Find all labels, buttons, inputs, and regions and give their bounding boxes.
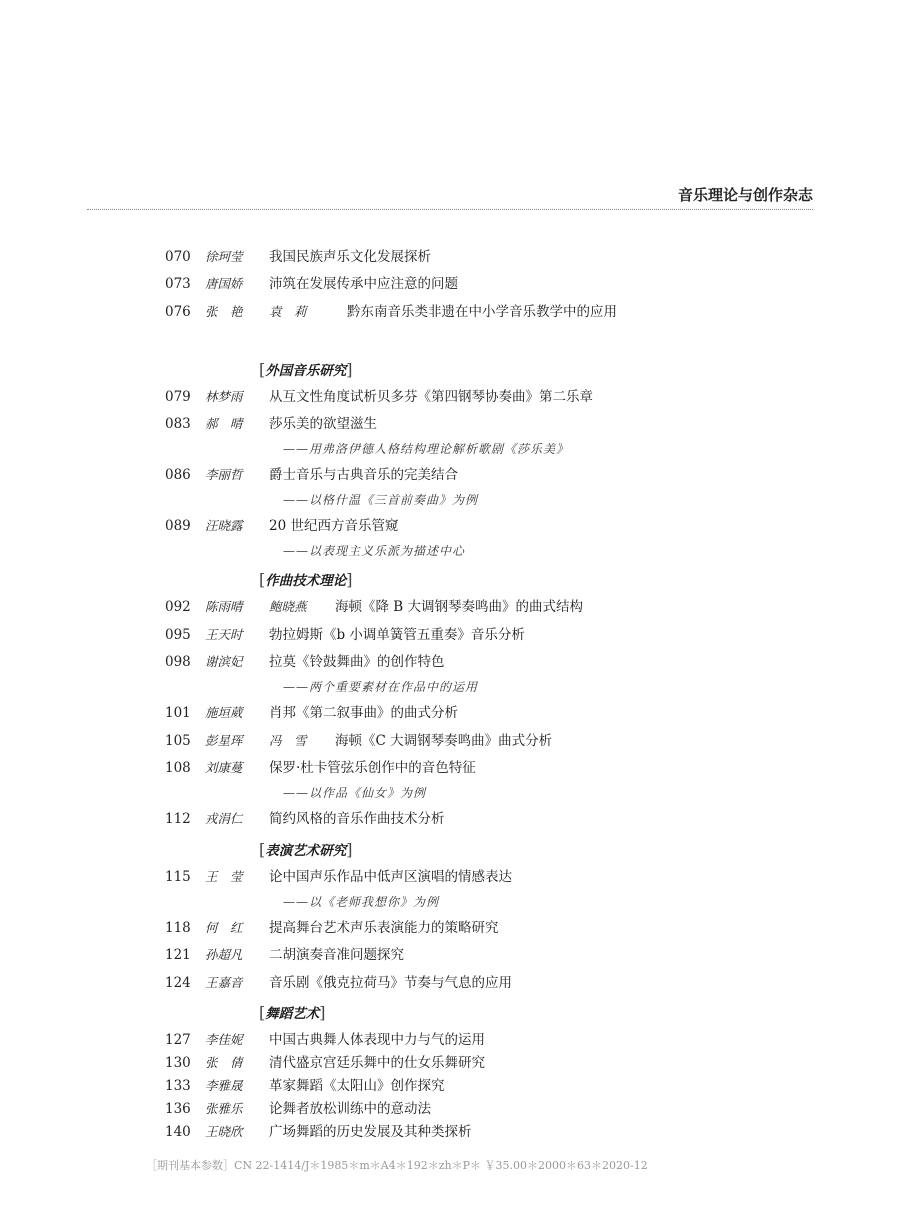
article-title: 简约风格的音乐作曲技术分析 — [269, 811, 445, 827]
toc-entry — [165, 1124, 472, 1140]
author: 李雅晟 — [205, 1078, 243, 1093]
page-number: 112 — [165, 811, 191, 827]
author: 张雅乐 — [205, 1101, 243, 1116]
article-title: 我国民族声乐文化发展探析 — [269, 249, 431, 265]
page-number: 133 — [165, 1078, 191, 1094]
author: 王晓欣 — [205, 1124, 243, 1139]
page-number: 101 — [165, 705, 191, 721]
toc-entry — [165, 249, 431, 265]
toc-entry — [165, 1078, 445, 1094]
page-number: 092 — [165, 599, 191, 615]
toc-entry — [165, 416, 377, 432]
article-title: 清代盛京宫廷乐舞中的仕女乐舞研究 — [269, 1055, 485, 1071]
author: 徐珂莹 — [205, 249, 243, 264]
article-subtitle: ——两个重要素材在作品中的运用 — [283, 680, 479, 694]
article-title: 革家舞蹈《太阳山》创作探究 — [269, 1078, 445, 1094]
article-title: 拉莫《铃鼓舞曲》的创作特色 — [269, 654, 445, 670]
page-number: 124 — [165, 975, 191, 991]
section-name: 舞蹈艺术 — [265, 1006, 320, 1022]
article-subtitle: ——以《老师我想你》为例 — [283, 895, 440, 909]
toc-entry — [165, 920, 499, 936]
toc-entry — [165, 627, 525, 643]
section-heading: [舞蹈艺术] — [259, 1003, 326, 1022]
author: 唐国娇 — [205, 276, 243, 291]
article-title: 音乐剧《俄克拉荷马》节奏与气息的应用 — [269, 975, 512, 991]
toc-entry — [165, 1055, 485, 1071]
toc-entry — [165, 947, 404, 963]
page-number: 115 — [165, 869, 191, 885]
page-number: 105 — [165, 733, 191, 749]
page-number: 086 — [165, 467, 191, 483]
toc-entry — [165, 518, 398, 534]
page-number: 083 — [165, 416, 191, 432]
author: 张 艳 — [205, 304, 243, 319]
article-title: 海顿《C 大调钢琴奏鸣曲》曲式分析 — [335, 733, 553, 749]
author: 何 红 — [205, 920, 243, 935]
toc-entry — [165, 389, 593, 405]
author: 王嘉音 — [205, 975, 243, 990]
article-title: 广场舞蹈的历史发展及其种类探析 — [269, 1124, 472, 1140]
journal-title: 音乐理论与创作杂志 — [677, 186, 813, 204]
author: 李佳妮 — [205, 1032, 243, 1047]
section-heading: [外国音乐研究] — [259, 360, 353, 379]
co-author: 鲍晓燕 — [269, 599, 307, 614]
page-number: 121 — [165, 947, 191, 963]
page-number: 073 — [165, 276, 191, 292]
article-title: 爵士音乐与古典音乐的完美结合 — [269, 467, 458, 483]
article-title: 勃拉姆斯《b 小调单簧管五重奏》音乐分析 — [269, 627, 525, 643]
article-title: 中国古典舞人体表现中力与气的运用 — [269, 1032, 485, 1048]
article-title: 二胡演奏音准问题探究 — [269, 947, 404, 963]
author: 陈雨晴 — [205, 599, 243, 614]
section-heading: [作曲技术理论] — [259, 570, 353, 589]
toc-entry — [165, 654, 445, 670]
author: 谢滨妃 — [205, 654, 243, 669]
article-subtitle: ——以格什温《三首前奏曲》为例 — [283, 493, 479, 507]
page-number: 079 — [165, 389, 191, 405]
article-title: 20 世纪西方音乐管窥 — [269, 518, 399, 534]
page-number: 136 — [165, 1101, 191, 1117]
toc-entry — [165, 705, 458, 721]
toc-entry — [165, 1101, 431, 1117]
author: 张 倩 — [205, 1055, 243, 1070]
section-name: 作曲技术理论 — [265, 573, 347, 589]
toc-entry — [165, 733, 552, 749]
article-title: 莎乐美的欲望滋生 — [269, 416, 377, 432]
article-subtitle: ——用弗洛伊德人格结构理论解析歌剧《莎乐美》 — [283, 442, 570, 456]
article-title: 从互文性角度试析贝多芬《第四钢琴协奏曲》第二乐章 — [269, 389, 593, 405]
page-number: 130 — [165, 1055, 191, 1071]
toc-entry — [165, 304, 617, 320]
header-divider — [87, 209, 813, 210]
author: 郝 晴 — [205, 416, 243, 431]
article-title: 肖邦《第二叙事曲》的曲式分析 — [269, 705, 458, 721]
page-number: 118 — [165, 920, 191, 936]
page-number: 095 — [165, 627, 191, 643]
article-title: 保罗·杜卡管弦乐创作中的音色特征 — [269, 760, 476, 776]
article-title: 论中国声乐作品中低声区演唱的情感表达 — [269, 869, 512, 885]
section-heading: [表演艺术研究] — [259, 840, 353, 859]
author: 汪晓露 — [205, 518, 243, 533]
toc-entry — [165, 760, 476, 776]
toc-entry — [165, 467, 458, 483]
toc-entry — [165, 811, 445, 827]
article-subtitle: ——以表现主义乐派为描述中心 — [283, 544, 466, 558]
page-number: 076 — [165, 304, 191, 320]
article-title: 海顿《降 B 大调钢琴奏鸣曲》的曲式结构 — [335, 599, 584, 615]
page-number: 127 — [165, 1032, 191, 1048]
page-number: 108 — [165, 760, 191, 776]
section-name: 表演艺术研究 — [265, 843, 347, 859]
toc-entry — [165, 599, 583, 615]
author: 李丽哲 — [205, 467, 243, 482]
toc-entry — [165, 975, 512, 991]
author: 刘康蔓 — [205, 760, 243, 775]
toc-entry — [165, 276, 458, 292]
article-title: 提高舞台艺术声乐表演能力的策略研究 — [269, 920, 499, 936]
author: 彭星珲 — [205, 733, 243, 748]
page-number: 098 — [165, 654, 191, 670]
author: 林梦雨 — [205, 389, 243, 404]
section-name: 外国音乐研究 — [265, 363, 347, 379]
page-number: 140 — [165, 1124, 191, 1140]
journal-parameters-footer: ［期刊基本参数］CN 22-1414/J＊1985＊m＊A4＊192＊zh＊P＊ ￥35.00＊2000＊63＊2020-12 — [146, 1159, 648, 1172]
author: 王天时 — [205, 627, 243, 642]
article-title: 论舞者放松训练中的意动法 — [269, 1101, 431, 1117]
author: 施垣葳 — [205, 705, 243, 720]
article-subtitle: ——以作品《仙女》为例 — [283, 786, 427, 800]
co-author: 袁 莉 — [269, 304, 307, 319]
author: 戎涓仁 — [205, 811, 243, 826]
author: 孙超凡 — [205, 947, 243, 962]
toc-entry — [165, 1032, 485, 1048]
toc-entry — [165, 869, 512, 885]
article-title: 沛筑在发展传承中应注意的问题 — [269, 276, 458, 292]
page-number: 089 — [165, 518, 191, 534]
co-author: 冯 雪 — [269, 733, 307, 748]
article-title: 黔东南音乐类非遗在中小学音乐教学中的应用 — [347, 304, 617, 320]
author: 王 莹 — [205, 869, 243, 884]
page-number: 070 — [165, 249, 191, 265]
